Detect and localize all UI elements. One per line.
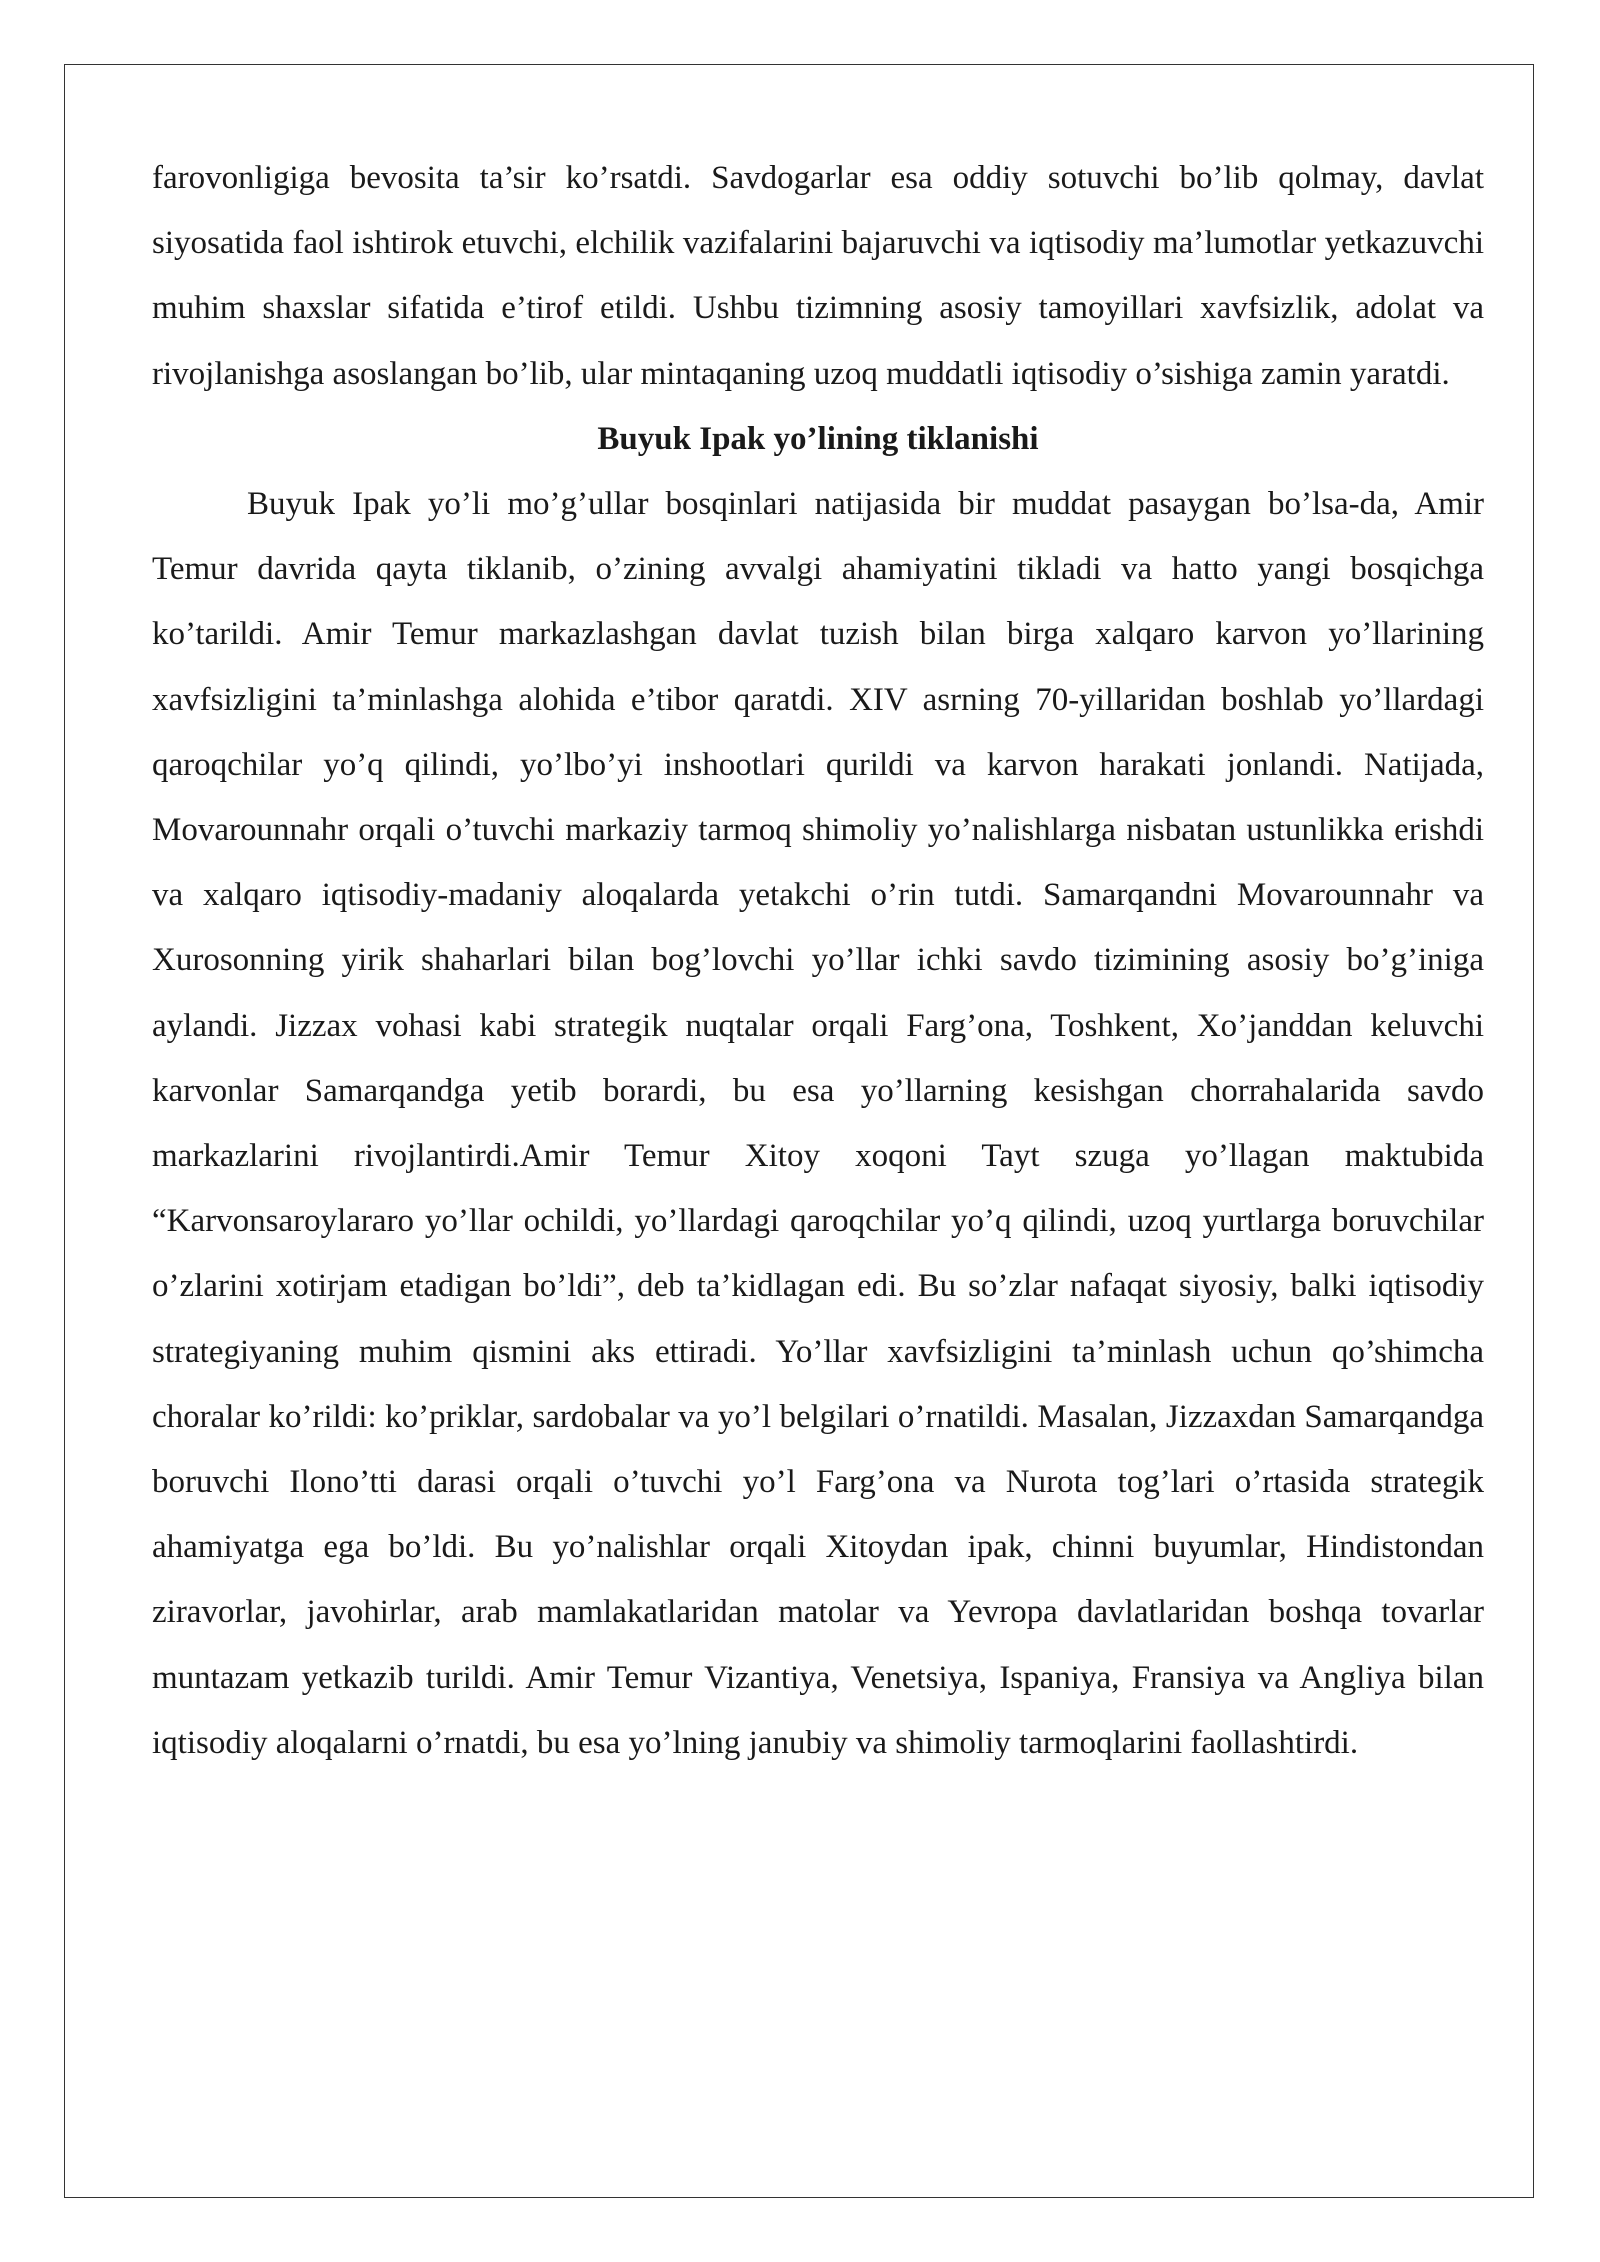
paragraph-main: Buyuk Ipak yo’li mo’g’ullar bosqinlari natijasida bir muddat pasaygan bo’lsa-da, Amir Temur davrida qayta tiklanib, o’zining avvalgi ahamiyatini tikladi va hatto yangi bosqichga ko’tarildi. Amir Temur markazlashgan davlat tuzish bilan birga xalqaro karvon yo’llarining xavfsizligini ta’minlashga alohida e’tibor qaratdi. XIV asrning 70-yillaridan boshlab yo’llardagi qaroqchilar yo’q qilindi, yo’lbo’yi inshootlari qurildi va karvon harakati jonlandi. Natijada, Movarounnahr orqali o’tuvchi markaziy tarmoq shimoliy yo’nalishlarga nisbatan ustunlikka erishdi va xalqaro iqtisodiy-madaniy aloqalarda yetakchi o’rin tutdi. Samarqandni Movarounnahr va Xurosonning yirik shaharlari bilan bog’lovchi yo’llar ichki savdo tizimining asosiy bo’g’iniga aylandi. Jizzax vohasi kabi strategik nuqtalar orqali Farg’ona, Toshkent, Xo’janddan keluvchi karvonlar Samarqandga yetib borardi, bu esa yo’llarning kesishgan chorrahalarida savdo markazlarini rivojlantirdi.Amir Temur Xitoy xoqoni Tayt szuga yo’llagan maktubida “Karvonsaroylararo yo’llar ochildi, yo’llardagi qaroqchilar yo’q qilindi, uzoq yurtlarga boruvchilar o’zlarini xotirjam etadigan bo’ldi”, deb ta’kidlagan edi. Bu so’zlar nafaqat siyosiy, balki iqtisodiy strategiyaning muhim qismini aks ettiradi. Yo’llar xavfsizligini ta’minlash uchun qo’shimcha choralar ko’rildi: ko’priklar, sardobalar va yo’l belgilari o’rnatildi. Masalan, Jizzaxdan Samarqandga boruvchi Ilono’tti darasi orqali o’tuvchi yo’l Farg’ona va Nurota tog’lari o’rtasida strategik ahamiyatga ega bo’ldi. Bu yo’nalishlar orqali Xitoydan ipak, chinni buyumlar, Hindistondan ziravorlar, javohirlar, arab mamlakatlaridan matolar va Yevropa davlatlaridan boshqa tovarlar muntazam yetkazib turildi. Amir Temur Vizantiya, Venetsiya, Ispaniya, Fransiya va Angliya bilan iqtisodiy aloqalarni o’rnatdi, bu esa yo’lning janubiy va shimoliy tarmoqlarini faollashtirdi.: [152, 486, 1484, 1761]
paragraph-continued: farovonligiga bevosita ta’sir ko’rsatdi. Savdogarlar esa oddiy sotuvchi bo’lib qolmay, davlat siyosatida faol ishtirok etuvchi, elchilik vazifalarini bajaruvchi va iqtisodiy ma’lumotlar yetkazuvchi muhim shaxslar sifatida e’tirof etildi. Ushbu tizimning asosiy tamoyillari xavfsizlik, adolat va rivojlanishga asoslangan bo’lib, ular mintaqaning uzoq muddatli iqtisodiy o’sishiga zamin yaratdi.: [152, 160, 1484, 392]
section-heading: Buyuk Ipak yo’lining tiklanishi: [597, 420, 1039, 457]
document-body: [152, 146, 1484, 1776]
